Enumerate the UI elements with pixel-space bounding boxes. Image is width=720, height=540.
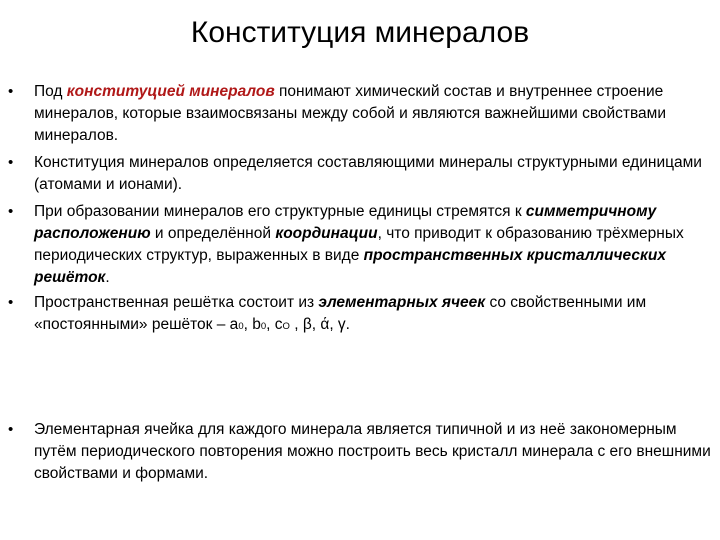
bullet-dot-icon: • <box>8 154 14 171</box>
emphasis-term: симметричному расположению <box>34 203 657 242</box>
bullet-item-formation <box>8 201 713 289</box>
text-run: , что приводит к образованию трёхмерных периодических структур, выраженных в виде <box>34 225 684 264</box>
subscript: 0 <box>260 321 267 332</box>
text-run: . <box>105 269 110 286</box>
slide-title: Конституция минералов <box>190 16 530 49</box>
text-run: , b <box>243 316 261 333</box>
bullet-dot-icon: • <box>8 421 14 438</box>
text-run: , β, ά, γ. <box>289 316 350 333</box>
text-run: Под <box>34 83 67 100</box>
text-run: и определённой <box>150 225 276 242</box>
text-run: Пространственная решётка состоит из <box>34 294 319 311</box>
emphasis-term: элементарных ячеек <box>318 294 486 311</box>
emphasis-term: пространственных кристаллических решёток <box>34 247 666 286</box>
bullet-item-lattice <box>8 292 713 338</box>
bullet-item-unit-cell <box>8 419 713 485</box>
text-run: Конституция минералов определяется составляющими минералы структурными единицами (атомами и ионами). <box>34 154 702 193</box>
bullet-dot-icon: • <box>8 203 14 220</box>
emphasis-term: конституцией минералов <box>66 83 275 100</box>
subscript: 0 <box>238 321 244 332</box>
subscript: O <box>282 321 290 332</box>
text-run: Элементарная ячейка для каждого минерала является типичной и из неё закономерным путём периодического повторения можно построить весь кристалл минерала с его внешними свойствами и формами. <box>34 421 711 482</box>
bullet-item-definition <box>8 81 713 147</box>
bullet-text <box>34 152 712 196</box>
bullet-dot-icon: • <box>8 83 14 100</box>
text-run: При образовании минералов его структурные единицы стремятся к <box>34 203 526 220</box>
bullet-text <box>34 81 712 147</box>
bullet-text <box>34 419 712 485</box>
text-run: со свойственными им «постоянными» решёток – a <box>34 294 647 333</box>
bullet-text <box>34 201 712 289</box>
text-run: , c <box>266 316 283 333</box>
bullet-dot-icon: • <box>8 294 14 311</box>
emphasis-term: координации <box>275 225 378 242</box>
bullet-text <box>34 292 712 338</box>
bullet-item-structural-units <box>8 152 713 196</box>
text-run: понимают химический состав и внутреннее строение минералов, которые взаимосвязаны между собой и являются важнейшими свойствами минералов. <box>34 83 666 144</box>
